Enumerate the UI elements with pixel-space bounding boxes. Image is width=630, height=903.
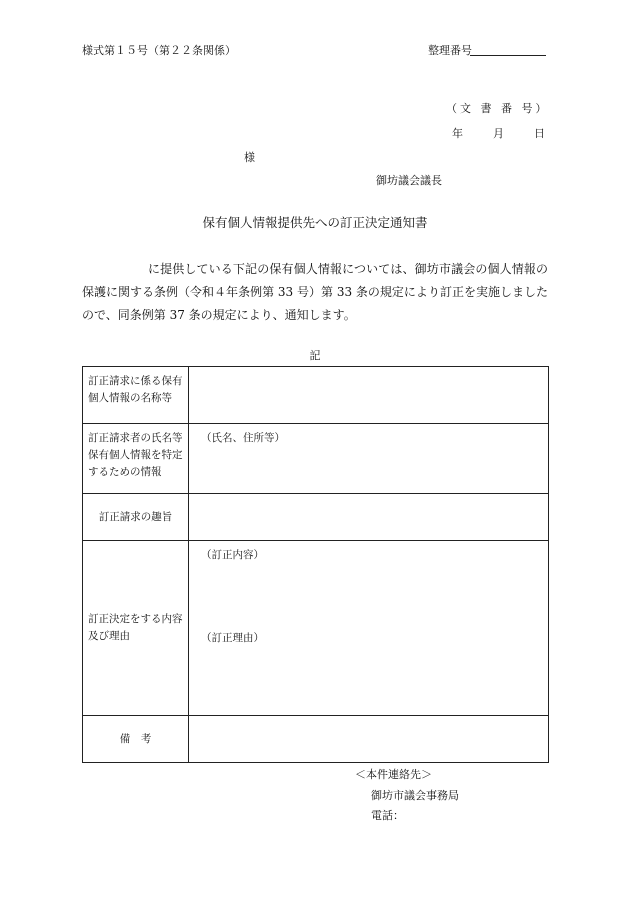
table-label: 訂正決定をする内容及び理由 bbox=[83, 541, 189, 716]
table-label: 訂正請求に係る保有個人情報の名称等 bbox=[83, 367, 189, 424]
table-row-info-name bbox=[83, 367, 549, 424]
table-label: 備 考 bbox=[83, 716, 189, 763]
table-label: 訂正請求の趣旨 bbox=[83, 494, 189, 541]
table-row-requester bbox=[83, 424, 549, 494]
table-row-purpose bbox=[83, 494, 549, 541]
form-number: 様式第１５号（第２２条関係） bbox=[82, 44, 236, 57]
detail-table bbox=[82, 366, 549, 763]
table-row-decision bbox=[83, 541, 549, 716]
table-value bbox=[189, 494, 549, 541]
table-label: 訂正請求者の氏名等保有個人情報を特定するための情報 bbox=[83, 424, 189, 494]
correction-content-label: （訂正内容） bbox=[201, 549, 264, 561]
recipient-suffix: 様 bbox=[244, 151, 255, 164]
contact-office: 御坊市議会事務局 bbox=[371, 789, 459, 802]
table-value bbox=[189, 367, 549, 424]
date-line bbox=[452, 125, 547, 141]
table-row-remarks bbox=[83, 716, 549, 763]
date-month: 月 bbox=[493, 127, 504, 140]
document-number: （文 書 番 号） bbox=[446, 102, 550, 115]
date-year: 年 bbox=[452, 127, 463, 140]
table-value: （氏名、住所等） bbox=[189, 424, 549, 494]
sender-name: 御坊議会議長 bbox=[376, 174, 442, 187]
ki-heading: 記 bbox=[309, 349, 321, 362]
contact-phone: 電話： bbox=[371, 809, 404, 822]
body-paragraph: に提供している下記の保有個人情報については、御坊市議会の個人情報の保護に関する条例（令和４年条例第 33 号）第 33 条の規定により訂正を実施しましたので、同条例第 37 条の規定により、通知します。 bbox=[82, 262, 548, 322]
correction-reason-label: （訂正理由） bbox=[201, 632, 264, 644]
reference-number-underline bbox=[470, 55, 546, 56]
table-value bbox=[189, 716, 549, 763]
date-day: 日 bbox=[534, 127, 545, 140]
reference-number-label: 整理番号 bbox=[428, 44, 472, 57]
table-value bbox=[189, 541, 549, 716]
document-title: 保有個人情報提供先への訂正決定通知書 bbox=[202, 215, 428, 230]
contact-title: ＜本件連絡先＞ bbox=[355, 768, 432, 781]
